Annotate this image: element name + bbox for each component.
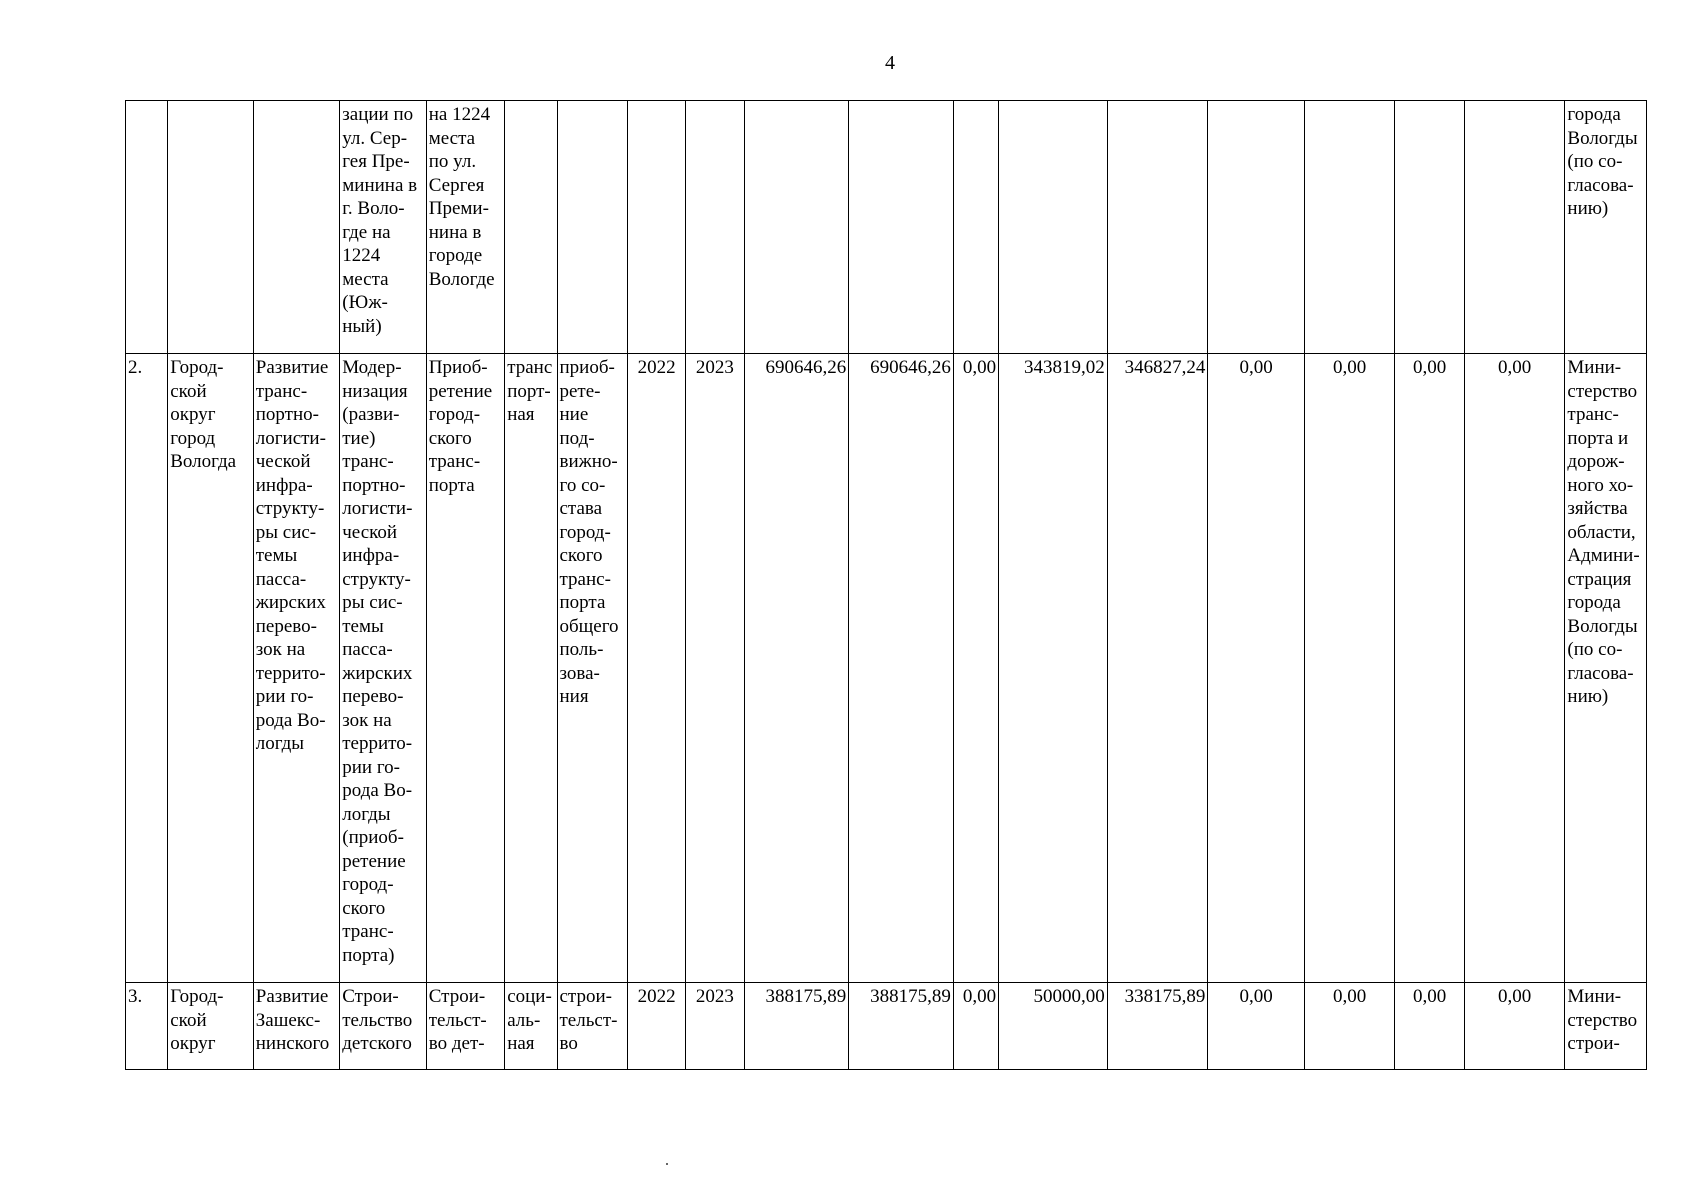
cell-object: Приоб- ретение город- ского транс- порта: [426, 354, 504, 983]
cell-value-2025: 0,00: [1304, 354, 1395, 983]
cell-value-2021: [953, 101, 998, 354]
cell-project: Строи- тельство детского: [340, 983, 427, 1070]
cell-value-2021: 0,00: [953, 354, 998, 983]
cell-program: Развитие транс- портно- логисти- ческой инфра- структу- ры сис- темы пасса- жирских перево- зок на террито- рии го- рода Во- логды: [253, 354, 340, 983]
cell-value-2025: [1304, 101, 1395, 354]
cell-municipality: Город- ской округ: [168, 983, 254, 1070]
cell-sphere: транс порт- ная: [505, 354, 557, 983]
cell-start-year: 2022: [627, 354, 685, 983]
cell-work-type: приоб- рете- ние под- вижно- го со- става город- ского транс- порта общего поль- зова- ния: [557, 354, 627, 983]
cell-value-2025: 0,00: [1304, 983, 1395, 1070]
cell-value-other: [1464, 101, 1565, 354]
cell-end-year: 2023: [686, 354, 744, 983]
scan-artifact: [666, 1163, 668, 1165]
cell-value-2024: [1208, 101, 1305, 354]
table-row-2: [126, 354, 1647, 983]
cell-value-other: 0,00: [1464, 354, 1565, 983]
cell-sphere: [505, 101, 557, 354]
cell-program: [253, 101, 340, 354]
cell-total-cost: 388175,89: [744, 983, 849, 1070]
cell-value-2024: 0,00: [1208, 983, 1305, 1070]
cell-loan-total: 690646,26: [849, 354, 954, 983]
cell-loan-total: 388175,89: [849, 983, 954, 1070]
cell-value-2026: 0,00: [1395, 354, 1464, 983]
cell-responsible: Мини- стерство транс- порта и дорож- ного хо- зяйства области, Админи- страция города Вологды (по со- гласова- нию): [1565, 354, 1647, 983]
cell-municipality: [168, 101, 254, 354]
cell-number: 2.: [126, 354, 168, 983]
data-table: [125, 100, 1647, 1070]
cell-total-cost: 690646,26: [744, 354, 849, 983]
table-row-continuation: [126, 101, 1647, 354]
cell-total-cost: [744, 101, 849, 354]
cell-value-2026: 0,00: [1395, 983, 1464, 1070]
cell-value-2022: [999, 101, 1108, 354]
cell-end-year: [686, 101, 744, 354]
cell-program: Развитие Зашекс- нинского: [253, 983, 340, 1070]
cell-value-2023: [1107, 101, 1208, 354]
cell-number: [126, 101, 168, 354]
cell-value-2022: 343819,02: [999, 354, 1108, 983]
cell-end-year: 2023: [686, 983, 744, 1070]
cell-value-other: 0,00: [1464, 983, 1565, 1070]
cell-object: Строи- тельст- во дет-: [426, 983, 504, 1070]
cell-value-2022: 50000,00: [999, 983, 1108, 1070]
cell-work-type: строи- тельст- во: [557, 983, 627, 1070]
cell-municipality: Город- ской округ город Вологда: [168, 354, 254, 983]
cell-sphere: соци- аль- ная: [505, 983, 557, 1070]
cell-value-2023: 338175,89: [1107, 983, 1208, 1070]
cell-project: Модер- низация (разви- тие) транс- портно- логисти- ческой инфра- структу- ры сис- темы пасса- жирских перево- зок на террито- рии го- рода Во- логды (приоб- ретение город- ского транс- порта): [340, 354, 427, 983]
cell-value-2024: 0,00: [1208, 354, 1305, 983]
cell-responsible: города Вологды (по со- гласова- нию): [1565, 101, 1647, 354]
cell-value-2021: 0,00: [953, 983, 998, 1070]
cell-value-2023: 346827,24: [1107, 354, 1208, 983]
table-row-3: [126, 983, 1647, 1070]
cell-work-type: [557, 101, 627, 354]
cell-value-2026: [1395, 101, 1464, 354]
cell-project: зации по ул. Сер- гея Пре- минина в г. Воло- где на 1224 места (Юж- ный): [340, 101, 427, 354]
cell-object: на 1224 места по ул. Сергея Преми- нина в городе Вологде: [426, 101, 504, 354]
cell-responsible: Мини- стерство строи-: [1565, 983, 1647, 1070]
cell-start-year: [627, 101, 685, 354]
page-number: 4: [885, 52, 895, 74]
cell-loan-total: [849, 101, 954, 354]
cell-start-year: 2022: [627, 983, 685, 1070]
cell-number: 3.: [126, 983, 168, 1070]
